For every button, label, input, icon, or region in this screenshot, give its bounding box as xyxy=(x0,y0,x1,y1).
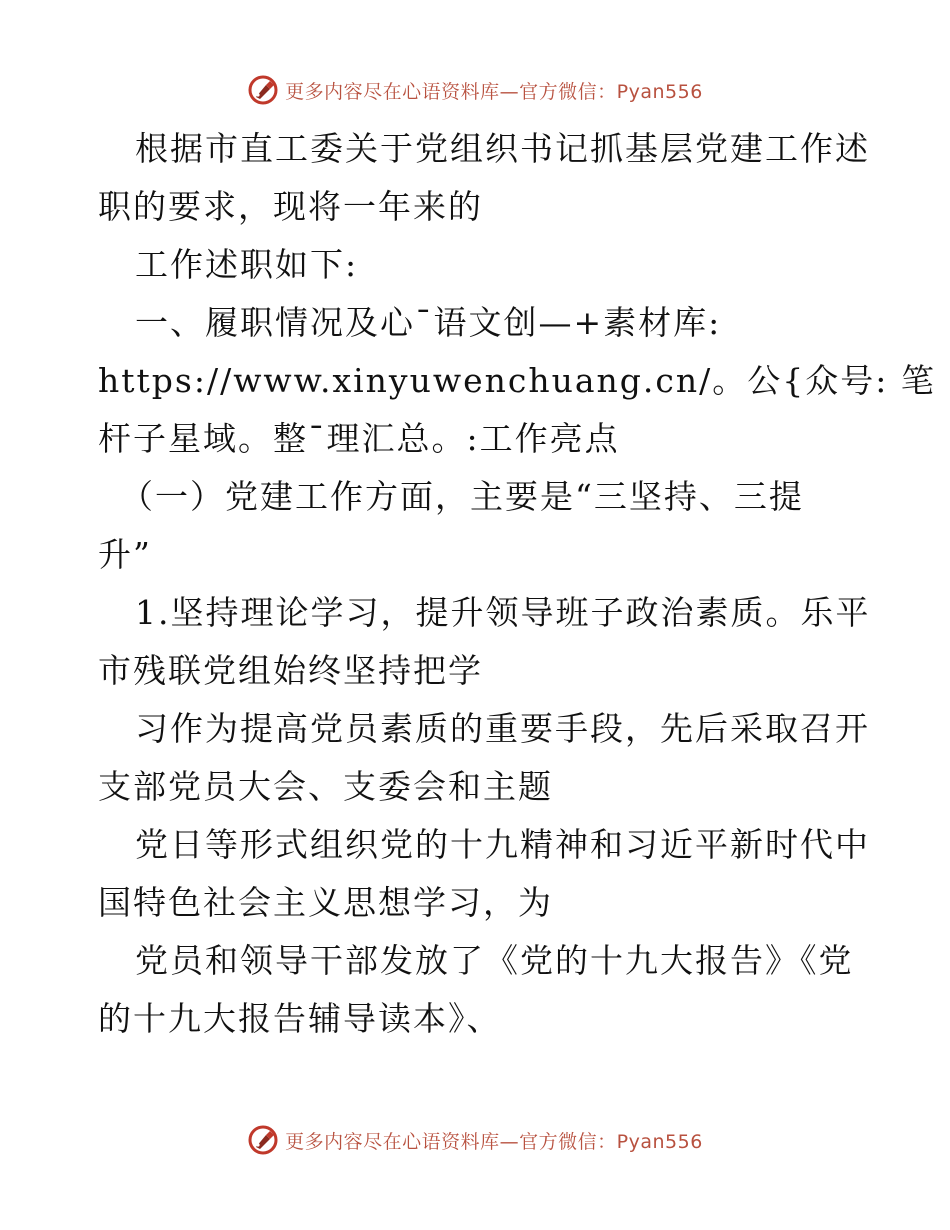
body-line: 支部党员大会、支委会和主题 xyxy=(98,767,553,806)
body-line: 升” xyxy=(98,535,152,574)
pen-nib-logo-icon xyxy=(247,74,279,106)
body-line: 国特色社会主义思想学习，为 xyxy=(98,883,553,922)
body-line: 工作述职如下: xyxy=(135,245,359,284)
body-line: 市残联党组始终坚持把学 xyxy=(98,651,483,690)
body-line: 的十九大报告辅导读本》、 xyxy=(98,999,502,1038)
header-banner xyxy=(0,70,950,110)
body-line: 杆子星域。整¯理汇总。:工作亮点 xyxy=(98,419,620,458)
header-banner-text: 更多内容尽在心语资料库—官方微信：Pyan556 xyxy=(285,80,703,103)
document-body xyxy=(98,120,936,1048)
footer-banner-text: 更多内容尽在心语资料库—官方微信：Pyan556 xyxy=(285,1130,703,1153)
pen-nib-logo-icon xyxy=(247,1124,279,1156)
body-line: 党日等形式组织党的十九精神和习近平新时代中 xyxy=(135,825,870,864)
body-line: 党员和领导干部发放了《党的十九大报告》《党 xyxy=(135,941,854,980)
body-line: 1.坚持理论学习，提升领导班子政治素质。乐平 xyxy=(135,593,871,632)
body-line: 一、履职情况及心¯语文创—+素材库: xyxy=(135,303,722,342)
footer-banner xyxy=(0,1120,950,1160)
body-line: （一）党建工作方面，主要是“三坚持、三提 xyxy=(120,477,804,516)
body-line: 根据市直工委关于党组织书记抓基层党建工作述 xyxy=(135,129,870,168)
body-line: 习作为提高党员素质的重要手段，先后采取召开 xyxy=(135,709,870,748)
body-line: 职的要求，现将一年来的 xyxy=(98,187,483,226)
body-line: https://www.xinyuwenchuang.cn/。公{众号: 笔 xyxy=(98,361,936,400)
